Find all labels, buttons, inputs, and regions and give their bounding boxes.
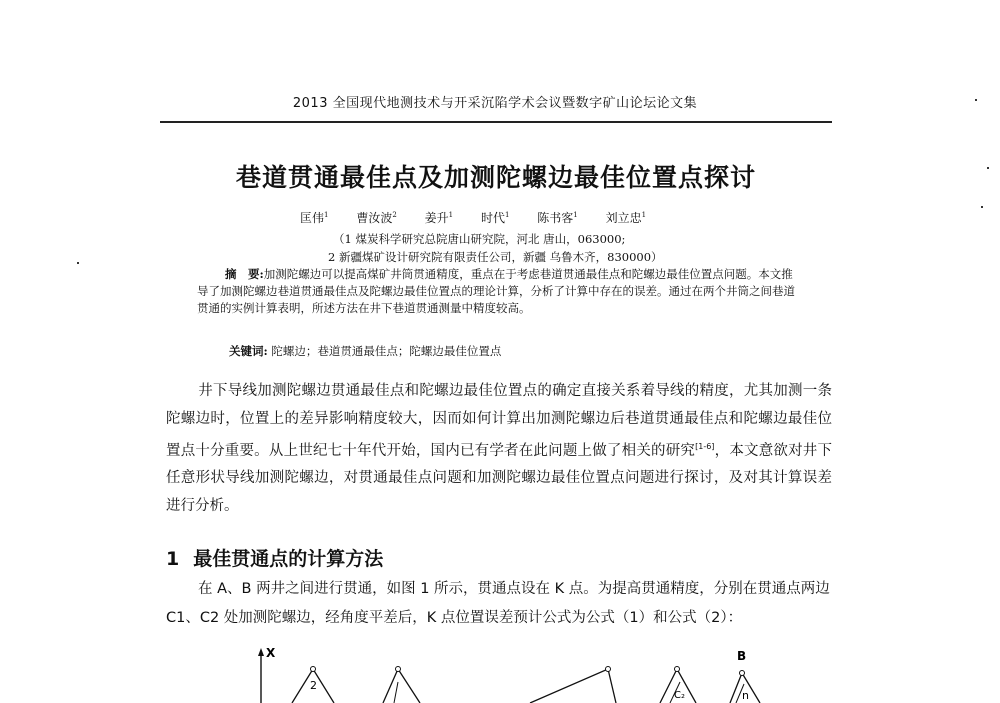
station-point (740, 671, 745, 676)
section-title: 最佳贯通点的计算方法 (193, 548, 384, 570)
point-label-b: B (737, 649, 747, 663)
station-label-c2: C₂ (674, 690, 685, 701)
author: 陈书客$^1$ (537, 211, 578, 225)
traverse-leg (383, 669, 420, 703)
traverse-leg (530, 669, 616, 703)
section-number: 1 (166, 548, 180, 570)
scan-speck (987, 167, 989, 169)
scan-speck (77, 262, 79, 264)
abstract (197, 266, 801, 317)
station-point (675, 667, 680, 672)
section-paragraph: 在 A、B 两井之间进行贯通，如图 1 所示，贯通点设在 K 点。为提高贯通精度，分别在贯通点两边 C1、C2 处加测陀螺边，经角度平差后，K 点位置误差预计公式为公式（1）和公式（2）： (166, 581, 830, 626)
author: 曹汝波$^2$ (356, 211, 397, 225)
abstract-label: 摘 要: (225, 267, 264, 281)
paper-title: 巷道贯通最佳点及加测陀螺边最佳位置点探讨 (235, 163, 756, 192)
affiliation-1: （1 煤炭科学研究总院唐山研究院，河北 唐山，063000; (333, 232, 626, 246)
keywords-text: 陀螺边；巷道贯通最佳点；陀螺边最佳位置点 (271, 344, 502, 358)
author: 匡伟$^1$ (300, 211, 329, 225)
citation: [1-6] (695, 442, 715, 451)
x-axis-arrow (258, 648, 264, 656)
traverse-leg (394, 682, 398, 703)
author: 时代$^1$ (480, 211, 510, 225)
running-header: 2013 全国现代地测技术与开采沉陷学术会议暨数字矿山论坛论文集 (292, 96, 698, 111)
station-point (311, 667, 316, 672)
affiliation-2: 2 新疆煤矿设计研究院有限责任公司，新疆 乌鲁木齐，830000） (328, 250, 663, 264)
traverse-figure (230, 642, 790, 703)
author-list (300, 209, 670, 226)
keywords-label: 关键词: (229, 344, 268, 358)
station-label-n: n (742, 689, 749, 702)
station-point (396, 667, 401, 672)
author: 刘立忠$^1$ (605, 211, 647, 225)
author: 姜升$^1$ (424, 211, 454, 225)
scan-speck (981, 206, 983, 208)
scan-speck (975, 99, 977, 101)
x-axis-label: X (266, 646, 276, 660)
abstract-text: 加测陀螺边可以提高煤矿井筒贯通精度，重点在于考虑巷道贯通最佳点和陀螺边最佳位置点问题。本文推导了加测陀螺边巷道贯通最佳点及陀螺边最佳位置点的理论计算，分析了计算中存在的误差。通过在两个井筒之间巷道贯通的实例计算表明，所述方法在井下巷道贯通测量中精度较高。 (197, 267, 795, 315)
keywords (229, 343, 501, 359)
station-label-2: 2 (310, 679, 317, 692)
station-point (606, 667, 611, 672)
intro-paragraph: 井下导线加测陀螺边贯通最佳点和陀螺边最佳位置点的确定直接关系着导线的精度，尤其加测一条陀螺边时，位置上的差异影响精度较大，因而如何计算出加测陀螺边后巷道贯通最佳点和陀螺边最佳位置点十分重要。从上世纪七十年代开始，国内已有学者在此问题上做了相关的研究[1-6]，本文意欲对井下任意形状导线加测陀螺边，对贯通最佳点问题和加测陀螺边最佳位置点问题进行探讨，及对其计算误差进行分析。 (166, 383, 833, 514)
header-rule (160, 121, 832, 123)
section-heading (166, 544, 383, 571)
